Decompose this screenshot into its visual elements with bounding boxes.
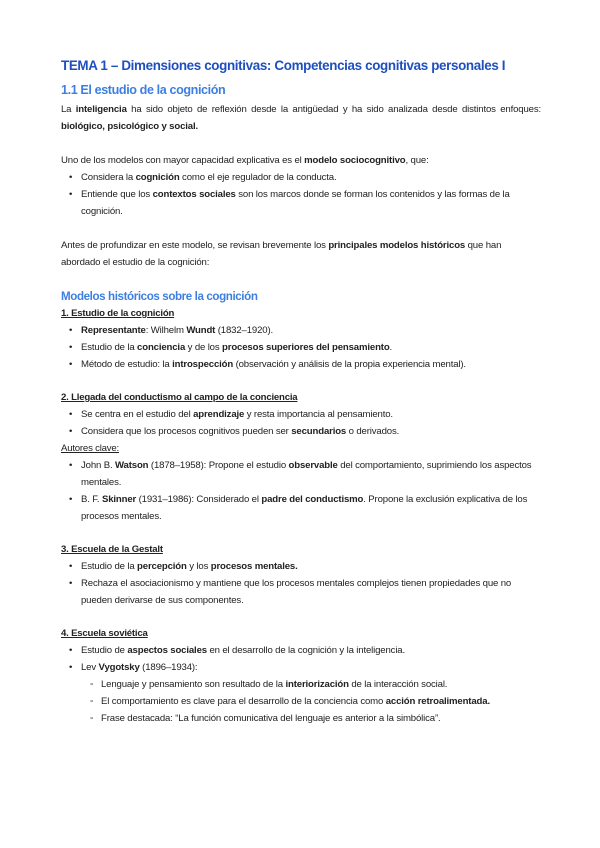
authors-label: Autores clave: <box>61 443 119 454</box>
list-item: • Representante: Wilhelm Wundt (1832–1920). <box>61 322 541 339</box>
list-item: ◦ Lenguaje y pensamiento son resultado de la interiorización de la interacción social. <box>61 676 541 693</box>
list-item: • B. F. Skinner (1931–1986): Considerado el padre del conductismo. Propone la exclusión explicativa de los procesos mentales. <box>61 491 541 525</box>
historic-models-heading: Modelos históricos sobre la cognición <box>61 290 258 303</box>
intro-paragraph: La inteligencia ha sido objeto de reflexión desde la antigüedad y ha sido analizada desde distintos enfoques: biológico, psicológico y social. <box>61 104 541 132</box>
section-3-title: 3. Escuela de la Gestalt <box>61 544 163 555</box>
list-item: • Estudio de la conciencia y de los procesos superiores del pensamiento. <box>61 339 541 356</box>
section-1-title: 1. Estudio de la cognición <box>61 308 175 319</box>
list-item: • Estudio de aspectos sociales en el desarrollo de la cognición y la inteligencia. <box>61 642 541 659</box>
section-2-title: 2. Llegada del conductismo al campo de la conciencia <box>61 392 298 403</box>
document-title: TEMA 1 – Dimensiones cognitivas: Competencias cognitivas personales I <box>61 58 506 73</box>
list-item: • Se centra en el estudio del aprendizaje y resta importancia al pensamiento. <box>61 406 541 423</box>
authors-list <box>61 457 541 525</box>
list-item: • Lev Vygotsky (1896–1934): <box>61 659 541 676</box>
section-4-list <box>61 642 541 727</box>
list-item: ◦ Frase destacada: “La función comunicativa del lenguaje es anterior a la simbólica”. <box>61 710 541 727</box>
list-item: • Considera que los procesos cognitivos pueden ser secundarios o derivados. <box>61 423 541 440</box>
section-3-list <box>61 558 541 609</box>
historic-intro-paragraph: Antes de profundizar en este modelo, se revisan brevemente los principales modelos históricos que han abordado el estudio de la cognición: <box>61 240 502 268</box>
list-item: • Método de estudio: la introspección (observación y análisis de la propia experiencia mental). <box>61 356 541 373</box>
section-2-list <box>61 406 541 440</box>
section-heading: 1.1 El estudio de la cognición <box>61 83 226 97</box>
list-item: • Estudio de la percepción y los procesos mentales. <box>61 558 541 575</box>
section-4-title: 4. Escuela soviética <box>61 628 148 639</box>
list-item: • Considera la cognición como el eje regulador de la conducta. <box>61 169 541 186</box>
model-intro-paragraph: Uno de los modelos con mayor capacidad explicativa es el modelo sociocognitivo, que: <box>61 155 429 166</box>
list-item: • Entiende que los contextos sociales son los marcos donde se forman los contenidos y las formas de la cognición. <box>61 186 541 220</box>
list-item: ◦ El comportamiento es clave para el desarrollo de la conciencia como acción retroalimentada. <box>61 693 541 710</box>
list-item: • Rechaza el asociacionismo y mantiene que los procesos mentales complejos tienen propiedades que no pueden derivarse de sus componentes. <box>61 575 541 609</box>
list-item: • John B. Watson (1878–1958): Propone el estudio observable del comportamiento, suprimiendo los aspectos mentales. <box>61 457 541 491</box>
model-bullet-list <box>61 169 541 220</box>
section-1-list <box>61 322 541 373</box>
